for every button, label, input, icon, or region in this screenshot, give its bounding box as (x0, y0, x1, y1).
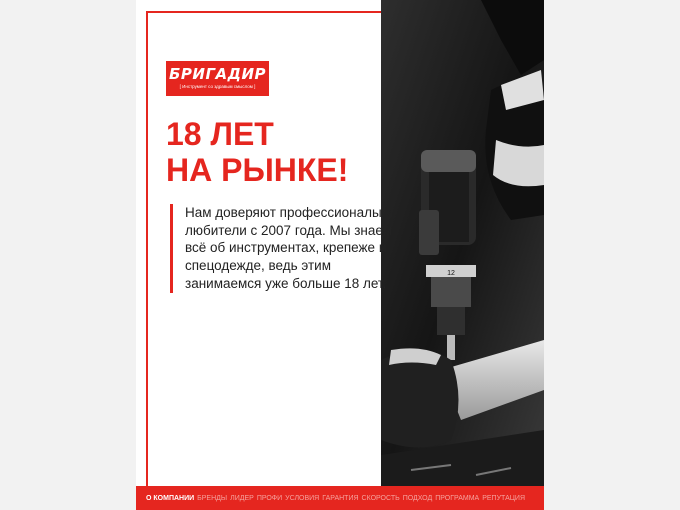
brand-logo (166, 61, 269, 96)
nav-item-1[interactable]: О КОМПАНИИ (146, 494, 195, 502)
brand-logo-tagline: [ Инструмент со здравым смыслом ] (179, 84, 256, 89)
brand-logo-name: БРИГАДИР (168, 65, 267, 83)
nav-item-2[interactable]: БРЕНДЫ (197, 494, 228, 502)
headline (166, 116, 386, 188)
headline-line-2: НА РЫНКЕ! (166, 152, 349, 188)
nav-item-5[interactable]: УСЛОВИЯ (285, 494, 320, 502)
nav-item-6[interactable]: ГАРАНТИЯ (322, 494, 359, 502)
body-text: Нам доверяют профессионалы и любители с 2007 года. Мы знаем всё об инструментах, крепеже и спецодежде, ведь этим занимаемся уже больше 18 лет. (170, 204, 397, 293)
nav-item-3[interactable]: ЛИДЕР (230, 494, 254, 502)
nav-item-8[interactable]: ПОДХОД (402, 494, 433, 502)
drill-photo (381, 0, 544, 486)
bottom-nav (136, 486, 544, 510)
drill-marking: 12 (447, 270, 455, 277)
nav-item-7[interactable]: СКОРОСТЬ (361, 494, 400, 502)
headline-line-1: 18 ЛЕТ (166, 116, 274, 152)
nav-item-9[interactable]: ПРОГРАММА (435, 494, 480, 502)
promo-card (136, 0, 544, 510)
nav-item-4[interactable]: ПРОФИ (256, 494, 283, 502)
nav-item-10[interactable]: РЕПУТАЦИЯ (482, 494, 525, 502)
drill-photo-illustration (381, 0, 544, 486)
